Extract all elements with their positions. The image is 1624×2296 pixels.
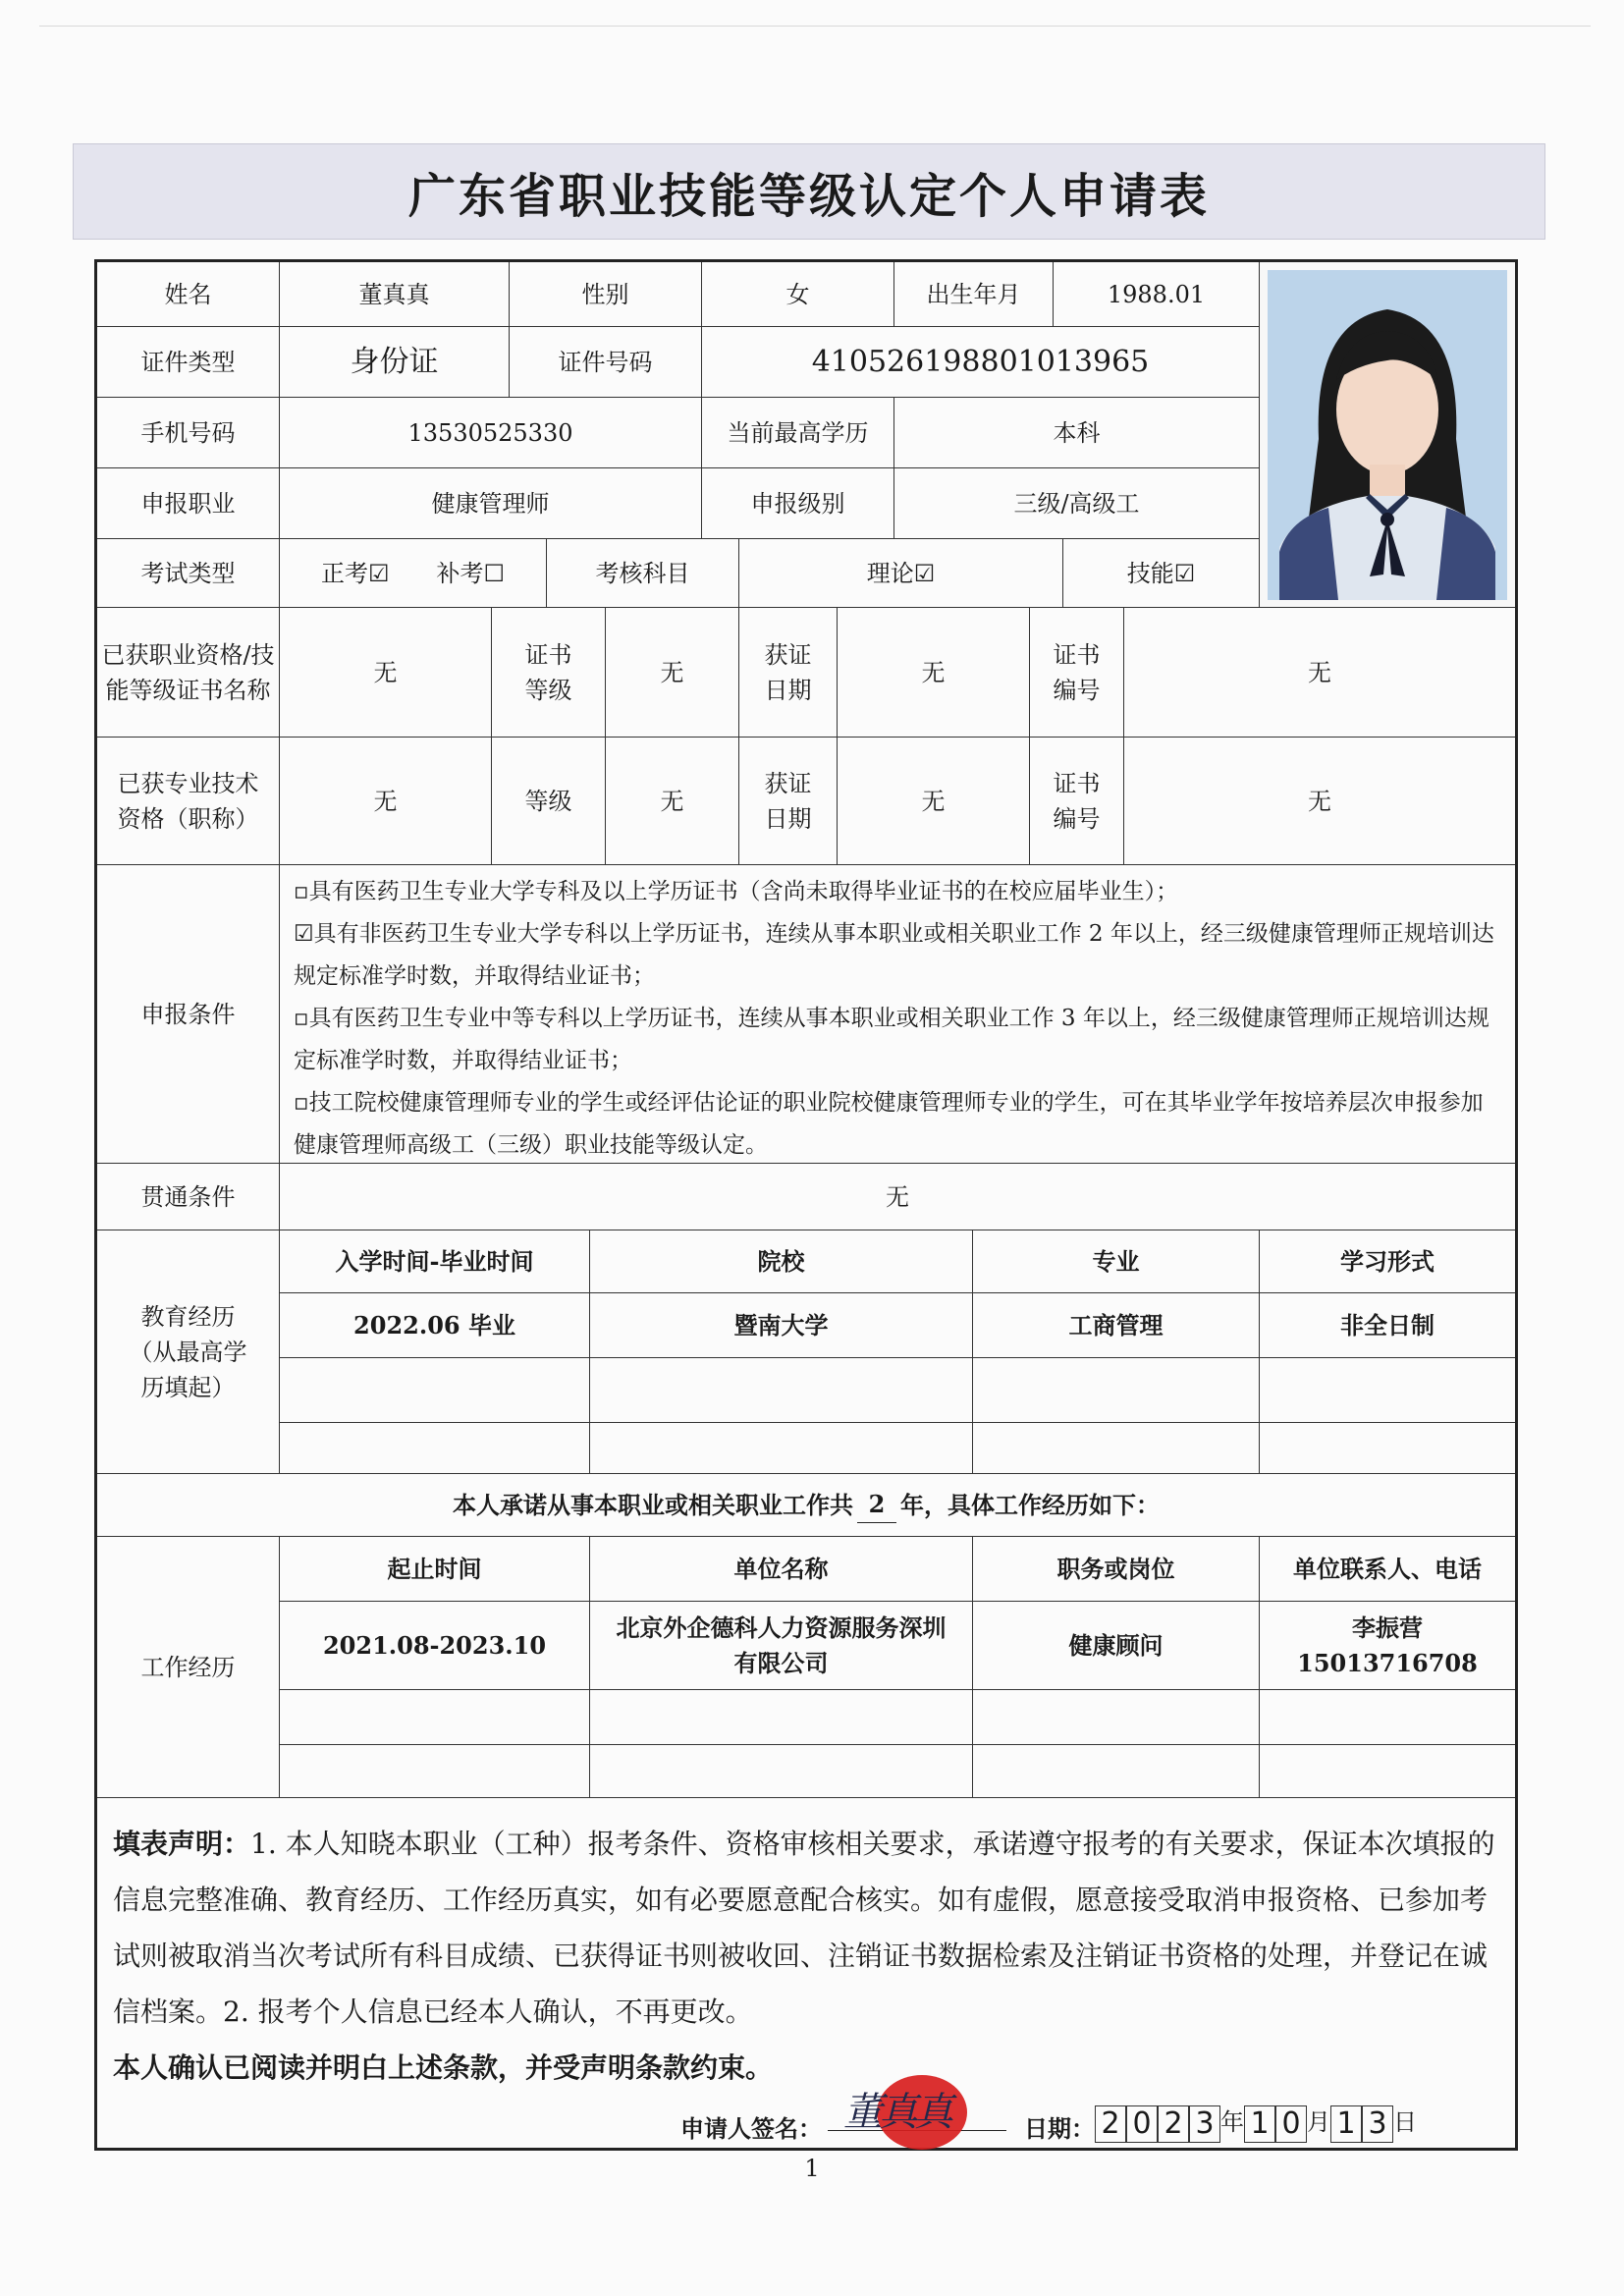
- edu-empty-cell: [973, 1358, 1260, 1423]
- work-row-position: 健康顾问: [973, 1602, 1260, 1690]
- work-row-employer: 北京外企德科人力资源服务深圳有限公司: [590, 1602, 973, 1690]
- page-number: 1: [804, 2155, 820, 2182]
- education-label: 教育经历（从最高学历填起）: [97, 1230, 280, 1474]
- work-row-contact: 李振营 15013716708: [1260, 1602, 1515, 1690]
- declaration-lead: 填表声明：: [113, 1828, 251, 1860]
- exam-type-value: 正考☑ 补考☐: [280, 539, 547, 608]
- edu-empty-cell: [973, 1423, 1260, 1474]
- edu-header-period: 入学时间-毕业时间: [280, 1230, 590, 1293]
- edu-row-major: 工商管理: [973, 1293, 1260, 1358]
- condition-item: ▫技工院校健康管理师专业的学生或经评估论证的职业院校健康管理师专业的学生，可在其毕业学年按培养层次申报参加健康管理师高级工（三级）职业技能等级认定。: [294, 1090, 1484, 1158]
- id-no-label: 证件号码: [510, 327, 702, 398]
- year-digit: 2: [1095, 2105, 1126, 2143]
- tech-no-value: 无: [1124, 738, 1515, 865]
- edu-empty-cell: [1260, 1358, 1515, 1423]
- name-label: 姓名: [97, 262, 280, 327]
- day-unit: 日: [1393, 2108, 1417, 2136]
- signature-label: 申请人签名：: [680, 2114, 822, 2143]
- gender-value: 女: [702, 262, 894, 327]
- tech-title-value: 无: [280, 738, 492, 865]
- work-empty-cell: [280, 1690, 590, 1745]
- work-header-contact: 单位联系人、电话: [1260, 1537, 1515, 1602]
- title-banner: [73, 143, 1545, 240]
- through-value: 无: [280, 1164, 1515, 1230]
- work-label: 工作经历: [97, 1537, 280, 1798]
- month-unit: 月: [1307, 2108, 1330, 2136]
- year-digit: 0: [1126, 2105, 1158, 2143]
- edu-row-school: 暨南大学: [590, 1293, 973, 1358]
- subject-skill: 技能☑: [1063, 539, 1260, 608]
- declaration: [97, 1798, 1515, 2148]
- condition-item: ▫具有医药卫生专业中等专科以上学历证书，连续从事本职业或相关职业工作 3 年以上，经三级健康管理师正规培训达规定标准学时数，并取得结业证书；: [294, 1006, 1489, 1073]
- gender-label: 性别: [510, 262, 702, 327]
- handwritten-signature: 董真真: [843, 2090, 949, 2135]
- signature-row: [97, 2090, 1515, 2143]
- condition-item: ▫具有医药卫生专业大学专科及以上学历证书（含尚未取得毕业证书的在校应届毕业生）；: [294, 879, 1179, 904]
- edu-empty-cell: [590, 1358, 973, 1423]
- day-digit: 1: [1330, 2105, 1362, 2143]
- edu-empty-cell: [280, 1423, 590, 1474]
- work-empty-cell: [590, 1745, 973, 1798]
- promise-prefix: 本人承诺从事本职业或相关职业工作共: [453, 1490, 853, 1519]
- condition-item: ☑具有非医药卫生专业大学专科以上学历证书，连续从事本职业或相关职业工作 2 年以上，经三级健康管理师正规培训达规定标准学时数，并取得结业证书；: [294, 921, 1494, 989]
- date-label: 日期：: [1024, 2114, 1095, 2143]
- cert-no-label: 证书编号: [1030, 608, 1124, 738]
- tech-level-label: 等级: [492, 738, 606, 865]
- work-header-employer: 单位名称: [590, 1537, 973, 1602]
- declaration-confirm: 本人确认已阅读并明白上述条款，并受声明条款约束。: [113, 2051, 774, 2084]
- tech-no-label: 证书编号: [1030, 738, 1124, 865]
- birth-label: 出生年月: [894, 262, 1054, 327]
- year-digit: 3: [1189, 2105, 1220, 2143]
- through-label: 贯通条件: [97, 1164, 280, 1230]
- edu-header-school: 院校: [590, 1230, 973, 1293]
- edu-row-mode: 非全日制: [1260, 1293, 1515, 1358]
- cert-level-label: 证书等级: [492, 608, 606, 738]
- promise-years: 2: [857, 1487, 896, 1523]
- subject-label: 考核科目: [547, 539, 739, 608]
- cert-level-value: 无: [606, 608, 739, 738]
- occupation-value: 健康管理师: [280, 468, 702, 539]
- conditions-list: [280, 865, 1515, 1164]
- work-empty-cell: [973, 1745, 1260, 1798]
- work-promise: [97, 1474, 1515, 1537]
- edu-row-period: 2022.06 毕业: [280, 1293, 590, 1358]
- work-empty-cell: [973, 1690, 1260, 1745]
- tech-level-value: 无: [606, 738, 739, 865]
- tech-date-value: 无: [838, 738, 1030, 865]
- portrait-image: [1260, 262, 1515, 608]
- occupation-label: 申报职业: [97, 468, 280, 539]
- education-level-label: 当前最高学历: [702, 398, 894, 468]
- conditions-label: 申报条件: [97, 865, 280, 1164]
- edu-empty-cell: [1260, 1423, 1515, 1474]
- date-field: [1095, 2095, 1417, 2151]
- id-type-value: 身份证: [280, 327, 510, 398]
- work-row-period: 2021.08-2023.10: [280, 1602, 590, 1690]
- vocational-cert-value: 无: [280, 608, 492, 738]
- tech-title-label: 已获专业技术资格（职称）: [97, 738, 280, 865]
- exam-type-label: 考试类型: [97, 539, 280, 608]
- month-digit: 1: [1244, 2105, 1275, 2143]
- promise-suffix: 年，具体工作经历如下：: [900, 1490, 1160, 1519]
- work-empty-cell: [590, 1690, 973, 1745]
- month-digit: 0: [1275, 2105, 1307, 2143]
- work-empty-cell: [1260, 1690, 1515, 1745]
- edu-header-major: 专业: [973, 1230, 1260, 1293]
- id-no-value: 410526198801013965: [702, 327, 1260, 398]
- year-unit: 年: [1220, 2108, 1244, 2136]
- applicant-photo: [1260, 262, 1515, 608]
- year-digit: 2: [1158, 2105, 1189, 2143]
- tech-date-label: 获证日期: [739, 738, 838, 865]
- cert-date-label: 获证日期: [739, 608, 838, 738]
- edu-empty-cell: [590, 1423, 973, 1474]
- work-header-period: 起止时间: [280, 1537, 590, 1602]
- id-type-label: 证件类型: [97, 327, 280, 398]
- edu-header-mode: 学习形式: [1260, 1230, 1515, 1293]
- name-value: 董真真: [280, 262, 510, 327]
- cert-date-value: 无: [838, 608, 1030, 738]
- subject-theory: 理论☑: [739, 539, 1063, 608]
- edu-empty-cell: [280, 1358, 590, 1423]
- phone-value: 13530525330: [280, 398, 702, 468]
- phone-label: 手机号码: [97, 398, 280, 468]
- birth-value: 1988.01: [1054, 262, 1260, 327]
- level-value: 三级/高级工: [894, 468, 1260, 539]
- application-form: [94, 259, 1518, 2151]
- work-empty-cell: [280, 1745, 590, 1798]
- form-title: 广东省职业技能等级认定个人申请表: [407, 168, 1210, 224]
- level-label: 申报级别: [702, 468, 894, 539]
- work-empty-cell: [1260, 1745, 1515, 1798]
- scan-edge-line: [39, 26, 1591, 27]
- declaration-text: 1. 本人知晓本职业（工种）报考条件、资格审核相关要求，承诺遵守报考的有关要求，保证本次填报的信息完整准确、教育经历、工作经历真实，如有必要愿意配合核实。如有虚假，愿意接受取消申报资格、已参加考试则被取消当次考试所有科目成绩、已获得证书则被收回、注销证书数据检索及注销证书资格的处理，并登记在诚信档案。2. 报考个人信息已经本人确认，不再更改。: [113, 1828, 1495, 2028]
- vocational-cert-label: 已获职业资格/技能等级证书名称: [97, 608, 280, 738]
- education-level-value: 本科: [894, 398, 1260, 468]
- work-header-position: 职务或岗位: [973, 1537, 1260, 1602]
- cert-no-value: 无: [1124, 608, 1515, 738]
- day-digit: 3: [1362, 2105, 1393, 2143]
